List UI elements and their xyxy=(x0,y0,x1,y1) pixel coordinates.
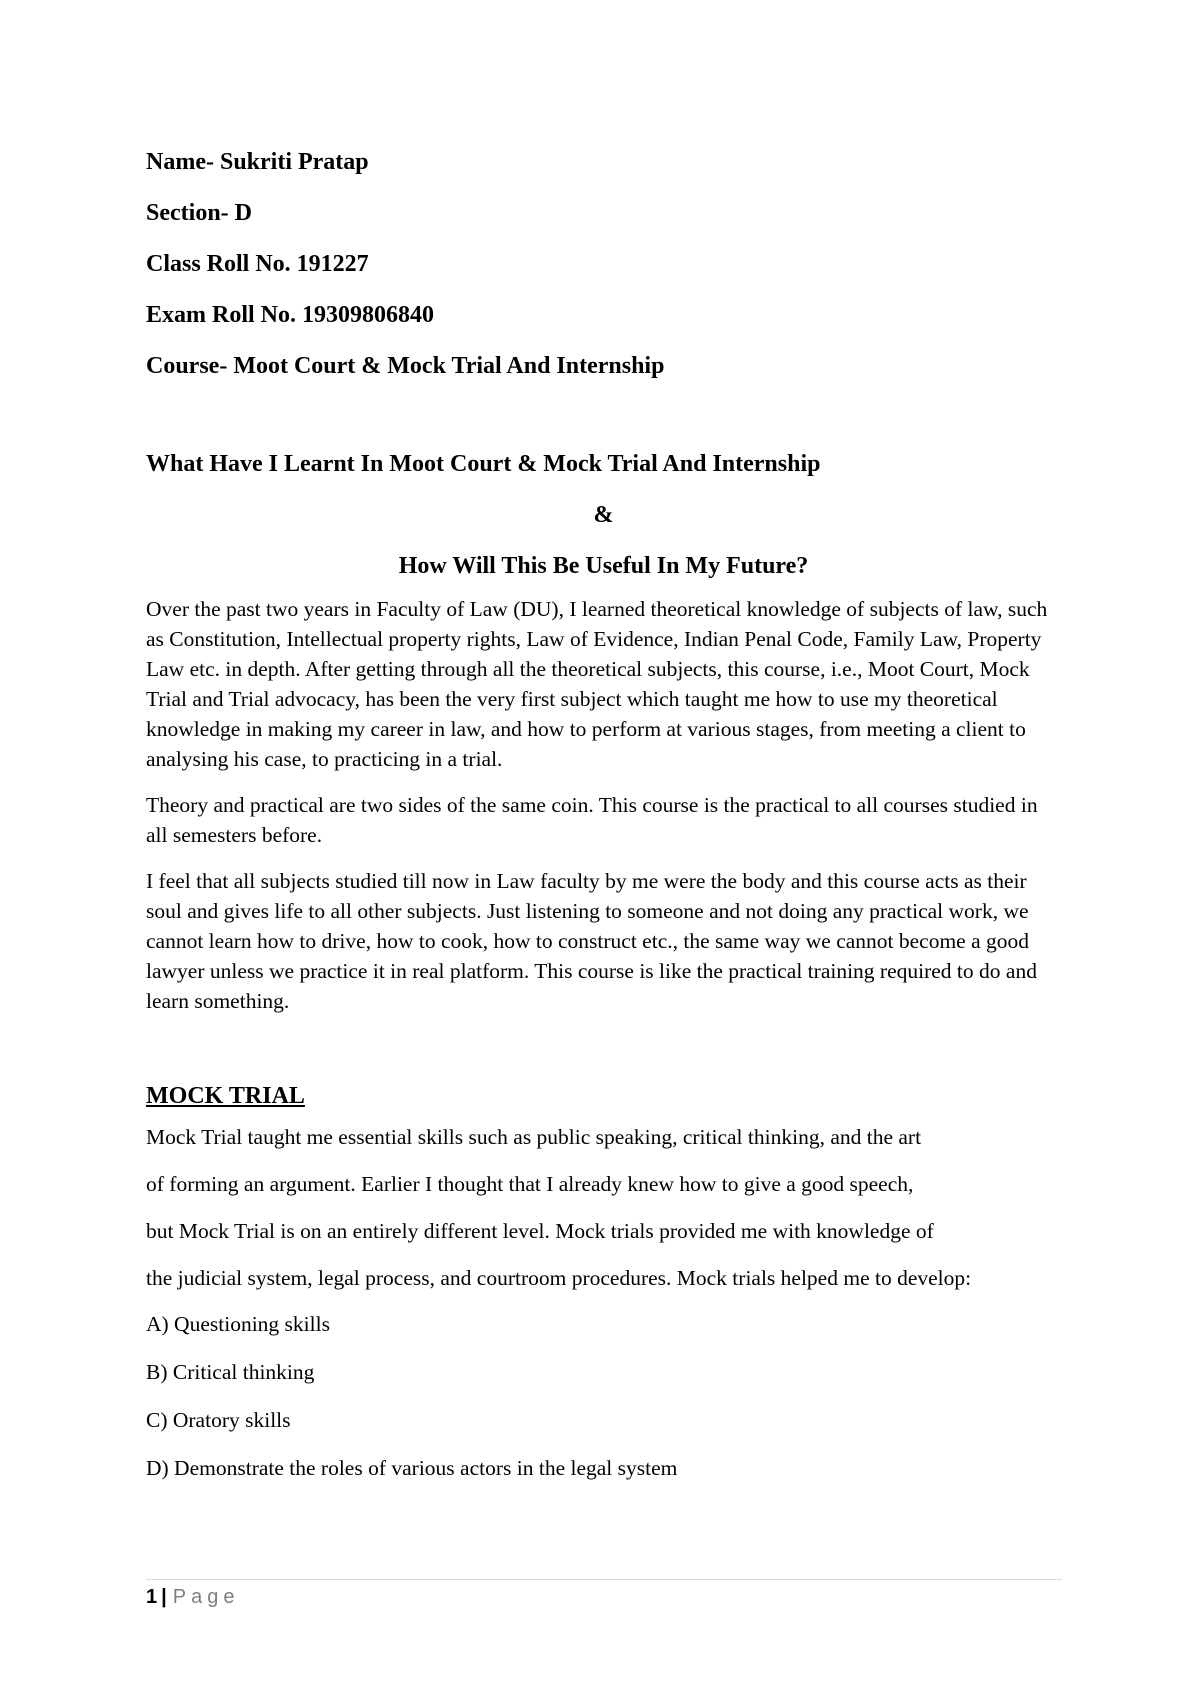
mock-trial-line-1: Mock Trial taught me essential skills such as public speaking, critical thinking, and the art xyxy=(146,1125,922,1149)
document-subtitle: How Will This Be Useful In My Future? xyxy=(398,553,809,579)
course-name: Course- Moot Court & Mock Trial And Internship xyxy=(146,353,665,379)
footer-divider xyxy=(146,1579,1062,1580)
mock-trial-line-2: of forming an argument. Earlier I thought that I already knew how to give a good speech, xyxy=(146,1172,914,1196)
title-ampersand: & xyxy=(593,502,614,528)
mock-trial-heading: MOCK TRIAL xyxy=(146,1083,305,1109)
intro-paragraph-1: Over the past two years in Faculty of Law (DU), I learned theoretical knowledge of subjects of law, such as Constitution, Intellectual property rights, Law of Evidence, Indian Penal Code, Family Law, Property Law etc. in depth. After getting through all the theoretical subjects, this course, i.e., Moot Court, Mock Trial and Trial advocacy, has been the very first subject which taught me how to use my theoretical knowledge in making my career in law, and how to perform at various stages, from meeting a client to analysing his case, to practicing in a trial. xyxy=(146,597,1048,771)
student-section: Section- D xyxy=(146,200,252,226)
page-content xyxy=(146,146,1061,1483)
mock-trial-line-3: but Mock Trial is on an entirely different level. Mock trials provided me with knowledge of xyxy=(146,1219,934,1243)
page-footer xyxy=(146,1583,239,1611)
class-roll-number: Class Roll No. 191227 xyxy=(146,251,369,277)
student-name: Name- Sukriti Pratap xyxy=(146,149,369,175)
intro-paragraph-2: Theory and practical are two sides of the same coin. This course is the practical to all courses studied in all semesters before. xyxy=(146,793,1038,847)
exam-roll-number: Exam Roll No. 19309806840 xyxy=(146,302,434,328)
skill-list-item: B) Critical thinking xyxy=(146,1360,315,1384)
skill-list-item: A) Questioning skills xyxy=(146,1312,330,1336)
intro-paragraph-3: I feel that all subjects studied till now in Law faculty by me were the body and this course acts as their soul and gives life to all other subjects. Just listening to someone and not doing any practical work, we cannot learn how to drive, how to cook, how to construct etc., the same way we cannot become a good lawyer unless we practice it in real platform. This course is like the practical training required to do and learn something. xyxy=(146,869,1037,1013)
page-label: Page xyxy=(172,1586,240,1608)
footer-separator: | xyxy=(161,1586,167,1608)
page-number: 1 xyxy=(146,1586,158,1608)
mock-trial-line-4: the judicial system, legal process, and courtroom procedures. Mock trials helped me to develop: xyxy=(146,1266,972,1290)
skill-list-item: D) Demonstrate the roles of various actors in the legal system xyxy=(146,1456,678,1480)
skill-list-item: C) Oratory skills xyxy=(146,1408,291,1432)
document-title: What Have I Learnt In Moot Court & Mock Trial And Internship xyxy=(146,451,821,477)
